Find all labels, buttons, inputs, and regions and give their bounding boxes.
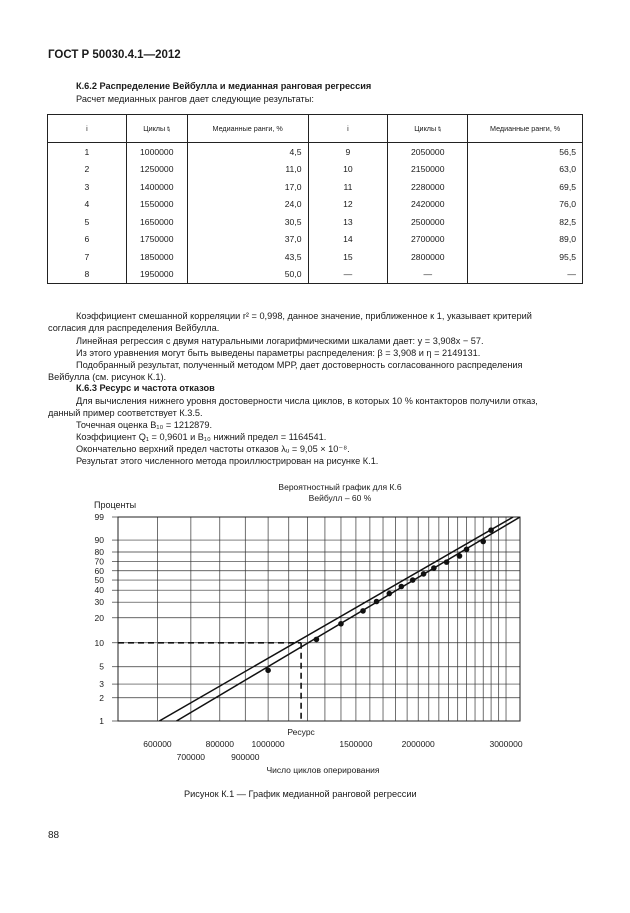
y-tick-label: 40	[94, 585, 104, 596]
table-cell: 2800000	[388, 248, 468, 266]
y-tick-label: 60	[94, 565, 104, 576]
table-cell: 76,0	[468, 196, 583, 214]
table-cell: 2700000	[388, 231, 468, 249]
table-cell: —	[308, 266, 388, 284]
table-header-cell: Медианные ранги, %	[187, 115, 308, 143]
table-cell: 43,5	[187, 248, 308, 266]
table-cell: 11	[308, 178, 388, 196]
paragraph: Подобранный результат, полученный методом МРР, дает достоверность согласованного распределения	[76, 360, 523, 370]
data-point	[444, 559, 450, 565]
data-point	[360, 608, 366, 614]
paragraph: Вейбулла (см. рисунок К.1).	[48, 372, 167, 382]
page-number: 88	[48, 830, 60, 841]
x-tick-label: 3000000	[489, 739, 523, 749]
y-tick-label: 1	[99, 716, 104, 726]
section-title-k63: К.6.3 Ресурс и частота отказов	[76, 383, 215, 393]
table-cell: 69,5	[468, 178, 583, 196]
y-tick-label: 70	[94, 556, 104, 567]
table-cell: 1750000	[126, 231, 187, 249]
table-cell: 24,0	[187, 196, 308, 214]
table-cell: 1400000	[126, 178, 187, 196]
table-cell: 11,0	[187, 161, 308, 179]
data-point	[314, 637, 320, 643]
table-cell: 89,0	[468, 231, 583, 249]
doc-header: ГОСТ Р 50030.4.1—2012	[48, 49, 181, 61]
table-cell: 30,5	[187, 213, 308, 231]
paragraph: Из этого уравнения могут быть выведены параметры распределения: β = 3,908 и η = 2149131.	[76, 348, 481, 358]
data-point	[431, 565, 437, 571]
table-cell: 82,5	[468, 213, 583, 231]
table-cell: 2150000	[388, 161, 468, 179]
chart-subtitle: Вейбулл – 60 %	[308, 493, 372, 503]
table-cell: 50,0	[187, 266, 308, 284]
x-tick-label: 700000	[176, 752, 206, 762]
figure-caption: Рисунок К.1 — График медианной ранговой регрессии	[184, 789, 417, 799]
y-tick-label: 3	[99, 679, 104, 690]
table-cell: 15	[308, 248, 388, 266]
table-cell: —	[468, 266, 583, 284]
section-intro: Расчет медианных рангов дает следующие результаты:	[76, 94, 314, 104]
y-tick-label: 2	[99, 692, 104, 703]
table-cell: 1650000	[126, 213, 187, 231]
paragraph: Коэффициент смешанной корреляции r² = 0,998, данное значение, приближенное к 1, указывает критерий	[76, 311, 532, 321]
table-header-cell: Циклы tᵢ	[388, 115, 468, 143]
table-cell: 2	[48, 161, 127, 179]
data-point	[374, 599, 380, 605]
y-axis-label: Проценты	[94, 500, 137, 510]
x-tick-label: 900000	[231, 752, 260, 762]
table-cell: 1850000	[126, 248, 187, 266]
y-tick-label: 99	[94, 512, 104, 522]
y-tick-label: 5	[99, 661, 104, 672]
y-tick-label: 50	[94, 575, 104, 586]
table-cell: 2280000	[388, 178, 468, 196]
table-cell: —	[388, 266, 468, 284]
table-cell: 14	[308, 231, 388, 249]
y-tick-label: 20	[94, 612, 104, 623]
data-point	[338, 621, 344, 627]
x-tick-label: 1000000	[251, 739, 285, 749]
table-cell: 1950000	[126, 266, 187, 284]
resource-label: Ресурс	[287, 727, 315, 737]
data-point	[399, 584, 405, 590]
table-cell: 17,0	[187, 178, 308, 196]
table-header-cell: Циклы tᵢ	[126, 115, 187, 143]
table-cell: 1550000	[126, 196, 187, 214]
table-cell: 8	[48, 266, 127, 284]
table-cell: 7	[48, 248, 127, 266]
section-title-k62: К.6.2 Распределение Вейбулла и медианная ранговая регрессия	[76, 81, 372, 91]
paragraph: Для вычисления нижнего уровня достоверности числа циклов, в которых 10 % контакторов получили отказ,	[76, 396, 538, 406]
data-point	[488, 527, 494, 533]
paragraph: Линейная регрессия с двумя натуральными логарифмическими шкалами дает: y = 3,908x − 57.	[76, 336, 484, 346]
table-cell: 4	[48, 196, 127, 214]
table-cell: 63,0	[468, 161, 583, 179]
data-point	[386, 591, 392, 597]
data-point	[464, 547, 470, 553]
table-cell: 4,5	[187, 143, 308, 161]
paragraph: Результат этого численного метода проиллюстрирован на рисунке К.1.	[76, 456, 379, 466]
table-cell: 2500000	[388, 213, 468, 231]
table-cell: 1000000	[126, 143, 187, 161]
table-header-cell: Медианные ранги, %	[468, 115, 583, 143]
table-header-cell: i	[308, 115, 388, 143]
table-cell: 3	[48, 178, 127, 196]
table-cell: 5	[48, 213, 127, 231]
data-point	[265, 668, 271, 674]
data-point	[421, 571, 427, 577]
table-cell: 37,0	[187, 231, 308, 249]
table-cell: 6	[48, 231, 127, 249]
data-point	[410, 577, 416, 583]
table-cell: 1250000	[126, 161, 187, 179]
table-cell: 12	[308, 196, 388, 214]
table-cell: 2420000	[388, 196, 468, 214]
x-axis-label: Число циклов оперирования	[266, 765, 380, 775]
data-point	[457, 553, 463, 559]
table-cell: 2050000	[388, 143, 468, 161]
y-tick-label: 90	[94, 535, 104, 546]
x-tick-label: 600000	[143, 739, 172, 749]
y-tick-label: 10	[94, 637, 104, 648]
chart-title: Вероятностный график для К.6	[278, 482, 402, 492]
paragraph: Окончательно верхний предел частоты отказов λᵤ = 9,05 × 10⁻⁸.	[76, 444, 350, 454]
x-tick-label: 2000000	[401, 739, 435, 749]
table-cell: 95,5	[468, 248, 583, 266]
table-cell: 9	[308, 143, 388, 161]
table-cell: 56,5	[468, 143, 583, 161]
paragraph: Точечная оценка B₁₀ = 1212879.	[76, 420, 213, 430]
paragraph: Коэффициент Q₁ = 0,9601 и B₁₀ нижний предел = 1164541.	[76, 432, 327, 442]
y-tick-label: 80	[94, 547, 104, 558]
table-cell: 13	[308, 213, 388, 231]
paragraph: согласия для распределения Вейбулла.	[48, 323, 220, 333]
table-cell: 1	[48, 143, 127, 161]
table-cell: 10	[308, 161, 388, 179]
y-tick-label: 30	[94, 597, 104, 608]
paragraph: данный пример соответствует К.3.5.	[48, 408, 203, 418]
data-point	[480, 539, 486, 545]
x-tick-label: 1500000	[339, 739, 373, 749]
x-tick-label: 800000	[205, 739, 234, 749]
regression-line	[159, 517, 513, 721]
table-header-cell: i	[48, 115, 127, 143]
